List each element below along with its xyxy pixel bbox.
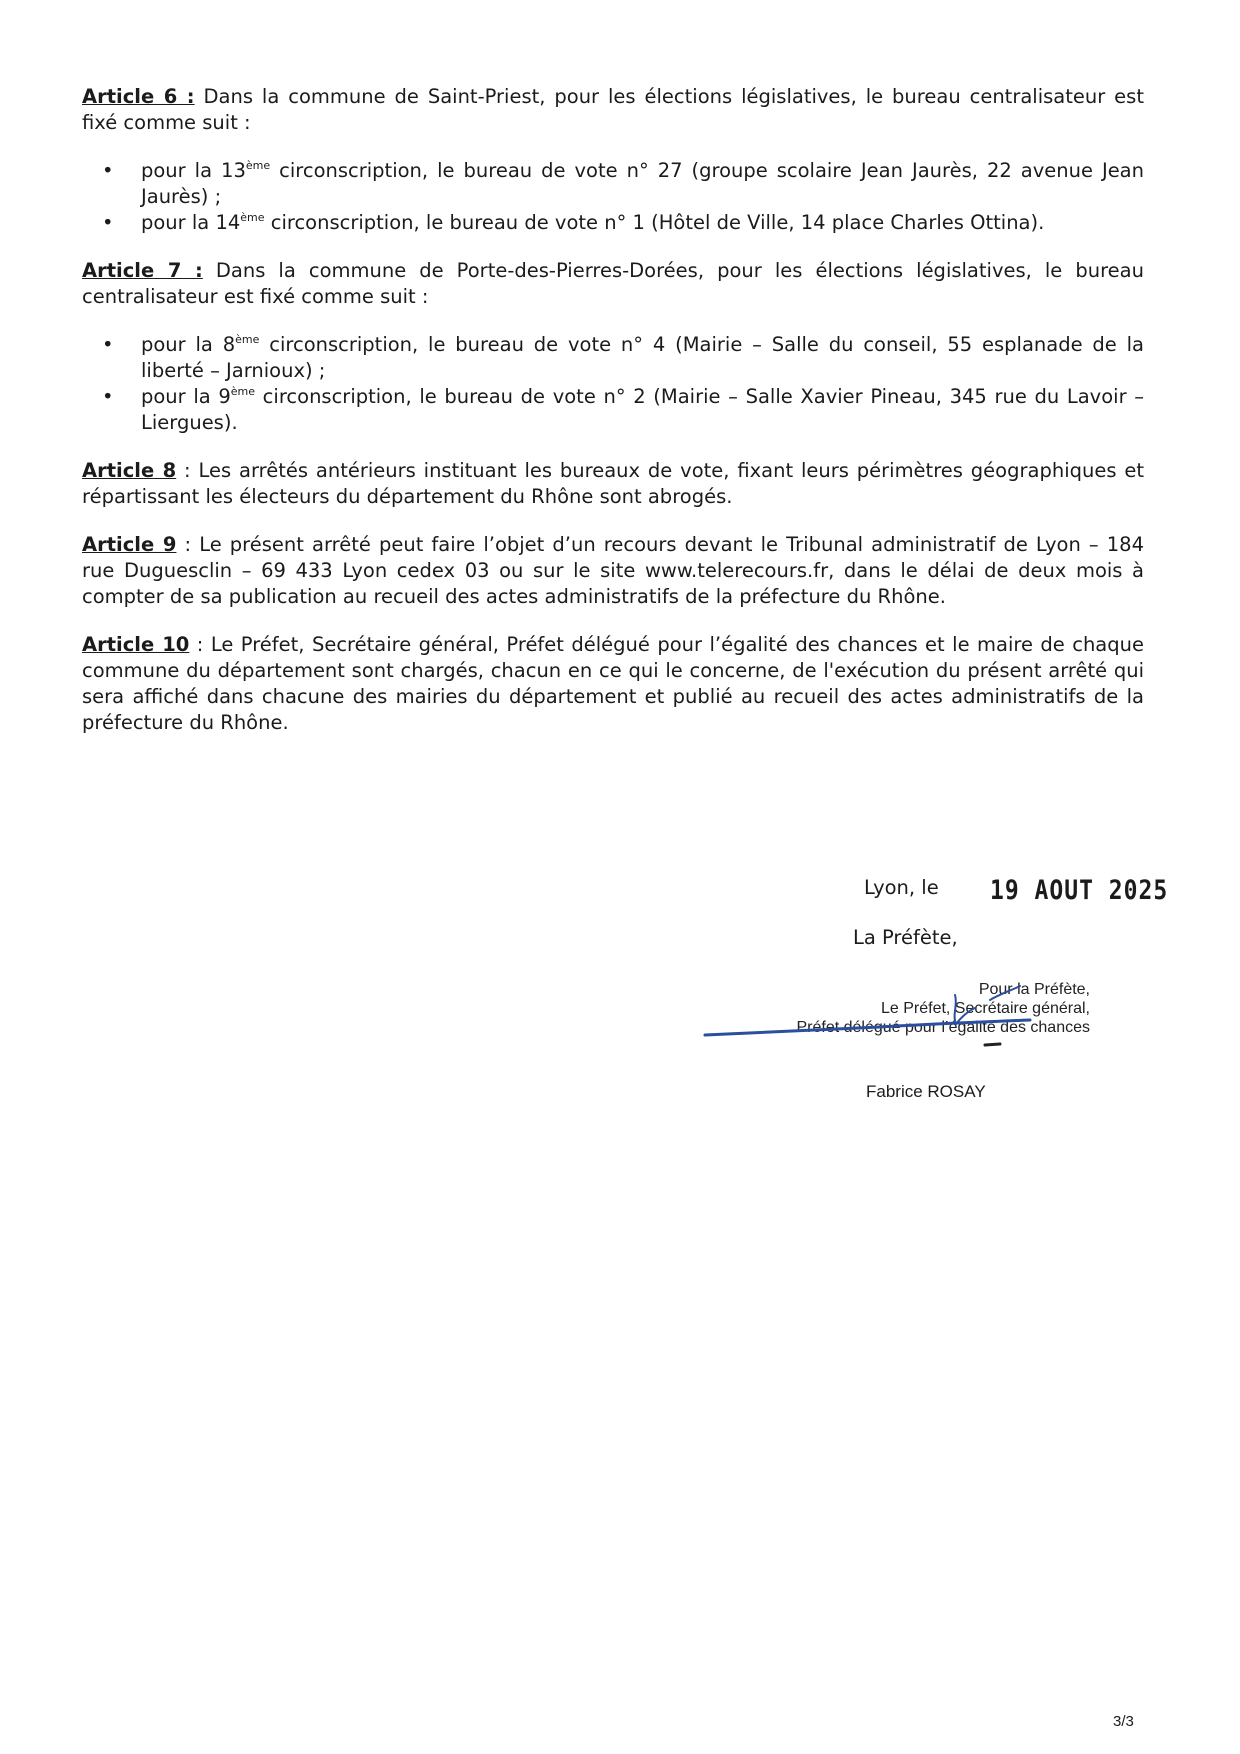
article-heading: Article 6 : bbox=[82, 85, 195, 108]
article-heading: Article 9 bbox=[82, 533, 177, 556]
article-text: : Les arrêtés antérieurs instituant les bureaux de vote, fixant leurs périmètres géographiques et répartissant les électeurs du département du Rhône sont abrogés. bbox=[82, 459, 1144, 508]
article-text: : Le présent arrêté peut faire l’objet d’un recours devant le Tribunal administratif de Lyon – 184 rue Duguesclin – 69 433 Lyon cedex 03 ou sur le site www.telerecours.fr, dans le délai de deux mois à compter de sa publication au recueil des actes administratifs de la préfecture du Rhône. bbox=[82, 533, 1144, 608]
article-6 bbox=[82, 84, 1144, 136]
stamp-line: Préfet délégué pour l’égalité des chances bbox=[796, 1019, 1090, 1036]
article-7 bbox=[82, 258, 1144, 310]
handwritten-signature bbox=[700, 980, 1100, 1050]
signature-stroke bbox=[955, 995, 975, 1024]
stamp-line: Pour la Préfète, bbox=[978, 981, 1090, 998]
article-6-list bbox=[82, 158, 1144, 236]
signature-stroke bbox=[990, 986, 1020, 1000]
article-8 bbox=[82, 458, 1144, 510]
article-7-list bbox=[82, 332, 1144, 436]
signatory-name: Fabrice ROSAY bbox=[866, 1082, 986, 1101]
article-10 bbox=[82, 632, 1144, 736]
article-heading: Article 7 : bbox=[82, 259, 203, 282]
signature-place: Lyon, le bbox=[864, 876, 939, 899]
list-item: • pour la 14ème circonscription, le bureau de vote n° 1 (Hôtel de Ville, 14 place Charles Ottina). bbox=[82, 210, 1144, 236]
list-item: • pour la 9ème circonscription, le bureau de vote n° 2 (Mairie – Salle Xavier Pineau, 345 rue du Lavoir – Liergues). bbox=[82, 384, 1144, 436]
article-text: : Le Préfet, Secrétaire général, Préfet délégué pour l’égalité des chances et le maire de chaque commune du département sont chargés, chacun en ce qui le concerne, de l'exécution du présent arrêté qui sera affiché dans chacune des mairies du département et publié au recueil des actes administratifs de la préfecture du Rhône. bbox=[82, 633, 1144, 734]
list-item: • pour la 13ème circonscription, le bureau de vote n° 27 (groupe scolaire Jean Jaurès, 22 avenue Jean Jaurès) ; bbox=[82, 158, 1144, 210]
signatory-title: La Préfète, bbox=[853, 926, 958, 949]
document-body bbox=[82, 84, 1144, 758]
date-stamp: 19 AOUT 2025 bbox=[990, 876, 1169, 906]
stamp-line: Le Préfet, Secrétaire général, bbox=[880, 1000, 1090, 1017]
article-heading: Article 10 bbox=[82, 633, 190, 656]
signature-stroke bbox=[985, 1044, 1000, 1045]
article-9 bbox=[82, 532, 1144, 610]
signature-stroke bbox=[705, 1020, 1030, 1035]
article-heading: Article 8 bbox=[82, 459, 177, 482]
page-number: 3/3 bbox=[1113, 1713, 1134, 1730]
article-text: Dans la commune de Porte-des-Pierres-Dorées, pour les élections législatives, le bureau centralisateur est fixé comme suit : bbox=[82, 259, 1144, 308]
list-item: • pour la 8ème circonscription, le bureau de vote n° 4 (Mairie – Salle du conseil, 55 esplanade de la liberté – Jarnioux) ; bbox=[82, 332, 1144, 384]
article-text: Dans la commune de Saint-Priest, pour les élections législatives, le bureau centralisateur est fixé comme suit : bbox=[82, 85, 1144, 134]
